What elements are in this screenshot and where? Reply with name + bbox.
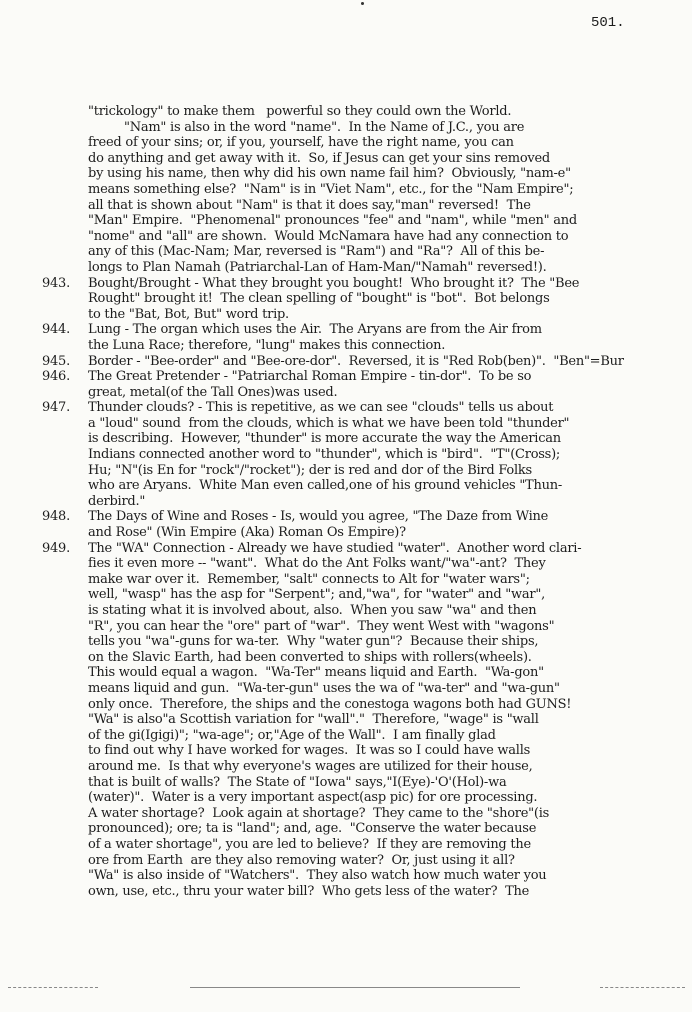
text-line: do anything and get away with it. So, if Jesus can get your sins removed <box>88 150 551 166</box>
stray-mark <box>361 2 364 5</box>
intro-paragraph <box>42 104 692 276</box>
text-line: "Wa" is also inside of "Watchers". They also watch how much water you <box>88 868 547 884</box>
text-line: by using his name, then why did his own name fail him? Obviously, "nam-e" <box>88 166 571 182</box>
text-line: tells you "wa"-guns for wa-ter. Why "water gun"? Because their ships, <box>88 634 539 650</box>
text-line: freed of your sins; or, if you, yourself, have the right name, you can <box>88 135 514 151</box>
text-line: Lung - The organ which uses the Air. The Aryans are from the Air from <box>88 322 542 338</box>
text-line: This would equal a wagon. "Wa-Ter" means liquid and Earth. "Wa-gon" <box>88 665 544 681</box>
entry-item <box>42 354 692 370</box>
text-line: of the gi(Igigi)"; "wa-age"; or,"Age of the Wall". I am finally glad <box>88 727 496 743</box>
text-line: own, use, etc., thru your water bill? Who gets less of the water? The <box>88 883 530 899</box>
text-line: means something else? "Nam" is in "Viet Nam", etc., for the "Nam Empire"; <box>88 181 574 197</box>
body-text <box>42 104 692 899</box>
entry-item <box>42 369 692 400</box>
text-line: is stating what it is involved about, also. When you saw "wa" and then <box>88 603 537 618</box>
text-line: "Wa" is also"a Scottish variation for "wall"." Therefore, "wage" is "wall <box>88 712 539 728</box>
text-line: only once. Therefore, the ships and the conestoga wagons both had GUNS! <box>88 696 572 712</box>
text-line: any of this (Mac-Nam; Mar, reversed is "Ram") and "Ra"? All of this be- <box>88 244 545 260</box>
text-line: The Days of Wine and Roses - Is, would you agree, "The Daze from Wine <box>88 509 549 525</box>
text-line: great, metal(of the Tall Ones)was used. <box>88 384 338 400</box>
text-line: The "WA" Connection - Already we have studied "water". Another word clari- <box>88 540 582 556</box>
text-line: A water shortage? Look again at shortage? They came to the "shore"(is <box>88 805 550 821</box>
text-line: is describing. However, "thunder" is more accurate the way the American <box>88 431 561 447</box>
text-line: longs to Plan Namah (Patriarchal-Lan of Ham-Man/"Namah" reversed!). <box>88 259 547 275</box>
text-line: Border - "Bee-order" and "Bee-ore-dor". Reversed, it is "Red Rob(ben)". "Ben"=Bur <box>88 353 624 369</box>
footer-rule <box>8 987 98 988</box>
entry-number: 945. <box>42 353 70 369</box>
entry-number: 943. <box>42 275 70 291</box>
text-line: Indians connected another word to "thunder", which is "bird". "T"(Cross); <box>88 447 561 463</box>
text-line: fies it even more -- "want". What do the Ant Folks want/"wa"-ant? They <box>88 556 546 572</box>
text-line: derbird." <box>88 493 146 509</box>
text-line: and Rose" (Win Empire (Aka) Roman Os Empire)? <box>88 525 406 541</box>
page-number: 501. <box>591 15 625 31</box>
text-line: a "loud" sound from the clouds, which is what we have been told "thunder" <box>88 415 570 431</box>
text-line: that is built of walls? The State of "Iowa" says,"I(Eye)-'O'(Hol)-wa <box>88 774 507 790</box>
text-line: (water)". Water is a very important aspect(asp pic) for ore processing. <box>88 790 538 806</box>
text-line: of a water shortage", you are led to believe? If they are removing the <box>88 836 531 852</box>
entry-number: 948. <box>42 509 70 525</box>
text-line: around me. Is that why everyone's wages are utilized for their house, <box>88 758 533 774</box>
text-line: to the "Bat, Bot, But" word trip. <box>88 306 289 322</box>
footer-rule <box>190 987 520 988</box>
footer-rule <box>600 987 685 988</box>
text-line: Rought" brought it! The clean spelling of "bought" is "bot". Bot belongs <box>88 291 550 307</box>
text-line: "R", you can hear the "ore" part of "war". They went West with "wagons" <box>88 618 555 634</box>
entry-item <box>42 400 692 509</box>
entry-item <box>42 541 692 900</box>
text-line: "trickology" to make them powerful so they could own the World. <box>88 104 512 119</box>
text-line: on the Slavic Earth, had been converted to ships with rollers(wheels). <box>88 649 532 665</box>
text-line: pronounced); ore; ta is "land"; and, age. "Conserve the water because <box>88 821 537 837</box>
text-line: "Nam" is also in the word "name". In the Name of J.C., you are <box>124 119 525 135</box>
text-line: means liquid and gun. "Wa-ter-gun" uses the wa of "wa-ter" and "wa-gun" <box>88 680 560 696</box>
entry-item <box>42 509 692 540</box>
text-line: ore from Earth are they also removing water? Or, just using it all? <box>88 852 515 868</box>
text-line: The Great Pretender - "Patriarchal Roman Empire - tin-dor". To be so <box>88 369 532 385</box>
text-line: make war over it. Remember, "salt" connects to Alt for "water wars"; <box>88 571 530 587</box>
text-line: to find out why I have worked for wages. It was so I could have walls <box>88 743 531 759</box>
text-line: all that is shown about "Nam" is that it does say,"man" reversed! The <box>88 197 531 213</box>
text-line: the Luna Race; therefore, "lung" makes this connection. <box>88 337 446 353</box>
entry-number: 944. <box>42 322 70 338</box>
entry-number: 947. <box>42 400 70 416</box>
entry-number: 946. <box>42 369 70 385</box>
text-line: "nome" and "all" are shown. Would McNamara have had any connection to <box>88 228 569 244</box>
entry-number: 949. <box>42 540 70 556</box>
text-line: Hu; "N"(is En for "rock"/"rocket"); der is red and dor of the Bird Folks <box>88 462 532 478</box>
entry-item <box>42 276 692 323</box>
text-line: who are Aryans. White Man even called,one of his ground vehicles "Thun- <box>88 478 562 494</box>
text-line: well, "wasp" has the asp for "Serpent"; and,"wa", for "water" and "war", <box>88 587 545 603</box>
text-line: Thunder clouds? - This is repetitive, as we can see "clouds" tells us about <box>88 400 554 416</box>
text-line: "Man" Empire. "Phenomenal" pronounces "fee" and "nam", while "men" and <box>88 213 577 229</box>
text-line: Bought/Brought - What they brought you bought! Who brought it? The "Bee <box>88 275 580 291</box>
entry-list <box>42 276 692 900</box>
entry-item <box>42 322 692 353</box>
